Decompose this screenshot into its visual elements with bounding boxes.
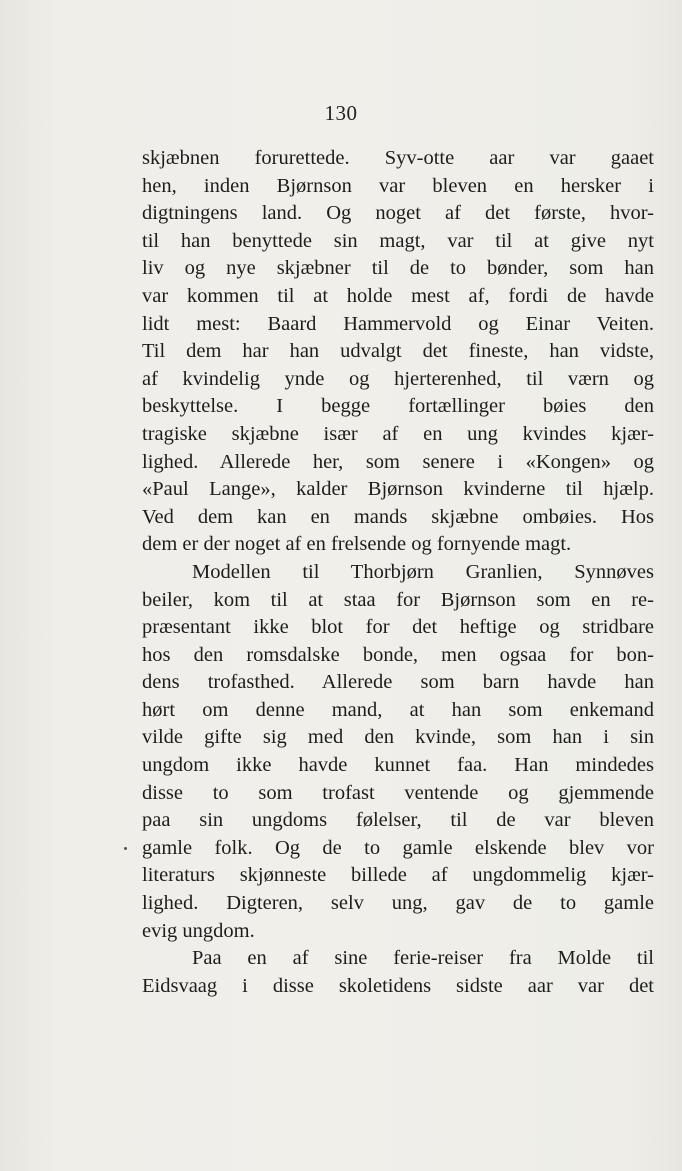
- text-line: var kommen til at holde mest af, fordi de havde: [142, 284, 654, 307]
- margin-mark: [124, 847, 127, 850]
- text-line: beskyttelse. I begge fortællinger bøies den: [142, 395, 654, 418]
- text-line: Til dem har han udvalgt det fineste, han vidste,: [142, 340, 654, 363]
- text-line: gamle folk. Og de to gamle elskende blev vor: [142, 836, 654, 859]
- text-line: Ved dem kan en mands skjæbne ombøies. Hos: [142, 505, 654, 528]
- text-line: Eidsvaag i disse skoletidens sidste aar var det: [142, 974, 654, 997]
- text-line: hos den romsdalske bonde, men ogsaa for bon-: [142, 643, 654, 666]
- text-line: hørt om denne mand, at han som enkemand: [142, 698, 654, 721]
- text-line: beiler, kom til at staa for Bjørnson som en re-: [142, 588, 654, 611]
- text-line: liv og nye skjæbner til de to bønder, som han: [142, 257, 654, 280]
- body-text: [142, 145, 654, 1000]
- text-line: ungdom ikke havde kunnet faa. Han mindedes: [142, 754, 654, 777]
- text-line: til han benyttede sin magt, var til at give nyt: [142, 229, 654, 252]
- text-line: digtningens land. Og noget af det første, hvor-: [142, 202, 654, 225]
- text-line: dens trofasthed. Allerede som barn havde han: [142, 671, 654, 694]
- page-number: 130: [324, 101, 358, 125]
- text-line: lidt mest: Baard Hammervold og Einar Veiten.: [142, 312, 654, 335]
- text-line: vilde gifte sig med den kvinde, som han i sin: [142, 726, 654, 749]
- text-line: «Paul Lange», kalder Bjørnson kvinderne til hjælp.: [142, 478, 654, 501]
- text-line: tragiske skjæbne især af en ung kvindes kjær-: [142, 422, 654, 445]
- text-line: af kvindelig ynde og hjerterenhed, til værn og: [142, 367, 654, 390]
- text-line: hen, inden Bjørnson var bleven en hersker i: [142, 174, 654, 197]
- text-line: dem er der noget af en frelsende og fornyende magt.: [142, 533, 572, 556]
- text-line: Paa en af sine ferie-reiser fra Molde til: [192, 947, 654, 970]
- text-line: Modellen til Thorbjørn Granlien, Synnøves: [192, 560, 654, 583]
- text-line: lighed. Allerede her, som senere i «Kongen» og: [142, 450, 654, 473]
- text-line: literaturs skjønneste billede af ungdommelig kjær-: [142, 864, 654, 887]
- text-line: præsentant ikke blot for det heftige og stridbare: [142, 616, 654, 639]
- text-line: disse to som trofast ventende og gjemmende: [142, 781, 654, 804]
- text-line: lighed. Digteren, selv ung, gav de to gamle: [142, 892, 654, 915]
- text-line: paa sin ungdoms følelser, til de var bleven: [142, 809, 654, 832]
- text-line: skjæbnen forurettede. Syv-otte aar var gaaet: [142, 147, 654, 169]
- text-line: evig ungdom.: [142, 919, 255, 942]
